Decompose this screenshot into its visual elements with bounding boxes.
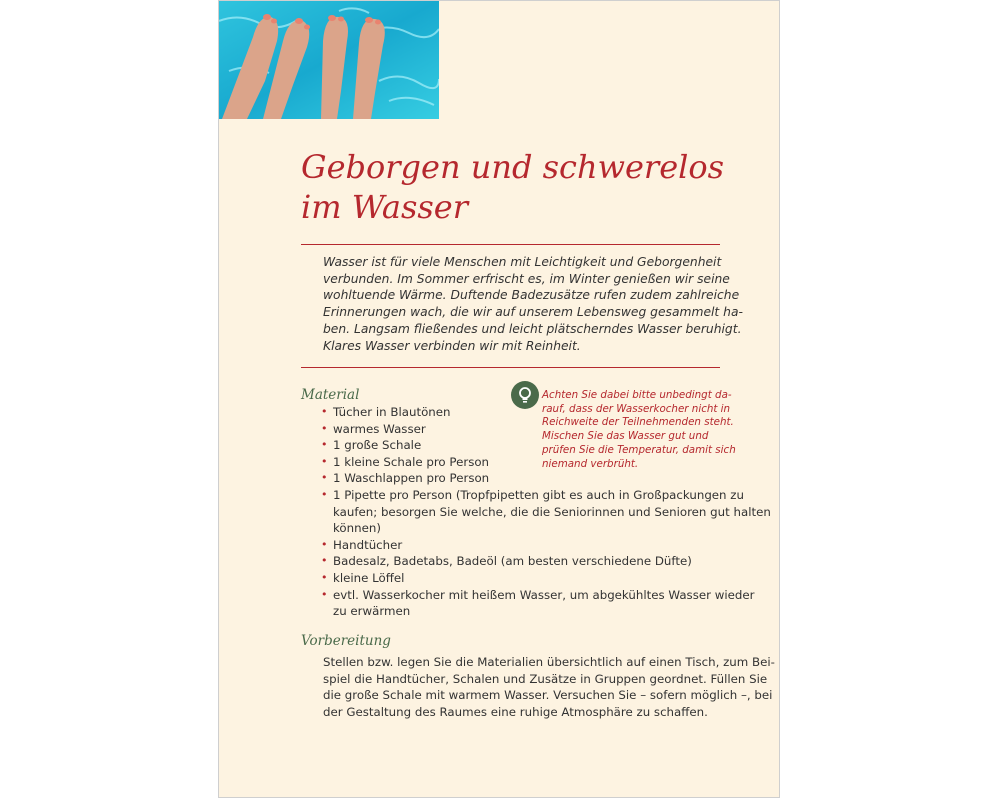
list-item-text: kaufen; besorgen Sie welche, die die Seniorinnen und Senioren gut halten <box>333 504 771 519</box>
list-item-text: Tücher in Blautönen <box>333 405 451 419</box>
intro-line: Wasser ist für viele Menschen mit Leichtigkeit und Geborgenheit <box>323 255 722 269</box>
list-item <box>319 537 729 554</box>
lightbulb-icon <box>511 381 539 409</box>
title-line: Geborgen und schwerelos <box>301 148 725 186</box>
vorbereitung-heading: Vorbereitung <box>301 633 391 649</box>
list-item-text: warmes Wasser <box>333 421 426 436</box>
list-item <box>319 487 771 537</box>
prep-line: Stellen bzw. legen Sie die Materialien übersichtlich auf einen Tisch, zum Bei- <box>323 655 775 669</box>
intro-line: verbunden. Im Sommer erfrischt es, im Winter genießen wir seine <box>323 271 730 286</box>
list-item-text: 1 Pipette pro Person (Tropfpipetten gibt es auch in Großpackungen zu <box>333 487 744 502</box>
list-item-text: evtl. Wasserkocher mit heißem Wasser, um abgekühltes Wasser wieder <box>333 587 755 602</box>
tip-line: Achten Sie dabei bitte unbedingt da- <box>542 389 732 401</box>
list-item-text: kleine Löffel <box>333 570 405 585</box>
intro-line: Klares Wasser verbinden wir mit Reinheit. <box>323 338 581 353</box>
intro-line: wohltuende Wärme. Duftende Badezusätze rufen zudem zahlreiche <box>323 288 740 303</box>
divider-line <box>301 244 720 245</box>
intro-line: Erinnerungen wach, die wir auf unserem Lebensweg gesammelt ha- <box>323 305 743 320</box>
tip-line: rauf, dass der Wasserkocher nicht in <box>542 402 731 415</box>
list-item-text: zu erwärmen <box>333 604 411 619</box>
bullet-icon: • <box>321 454 328 468</box>
bullet-icon: • <box>321 438 328 452</box>
bullet-icon: • <box>321 537 328 551</box>
bullet-icon: • <box>321 587 328 601</box>
tip-line: Mischen Sie das Wasser gut und <box>542 430 709 443</box>
title-line: im Wasser <box>301 188 469 226</box>
material-heading: Material <box>301 387 360 403</box>
bullet-icon: • <box>321 487 328 501</box>
list-item <box>319 587 755 620</box>
prep-line: der Gestaltung des Raumes eine ruhige Atmosphäre zu schaffen. <box>323 704 708 719</box>
list-item-text: Badesalz, Badetabs, Badeöl (am besten verschiedene Düfte) <box>333 554 692 569</box>
list-item <box>319 470 729 487</box>
list-item <box>319 570 729 587</box>
intro-paragraph <box>323 254 743 354</box>
list-item-text: 1 kleine Schale pro Person <box>333 454 490 469</box>
list-item-text: 1 große Schale <box>333 438 422 453</box>
document-page <box>218 0 780 798</box>
bullet-icon: • <box>321 554 328 568</box>
vorbereitung-paragraph <box>323 654 775 720</box>
bullet-icon: • <box>321 471 328 485</box>
tip-note <box>542 389 736 471</box>
feet-in-water-photo <box>219 1 439 119</box>
tip-line: Reichweite der Teilnehmenden steht. <box>542 416 734 429</box>
intro-line: ben. Langsam fließendes und leicht plätscherndes Wasser beruhigt. <box>323 321 742 336</box>
prep-line: die große Schale mit warmem Wasser. Versuchen Sie – sofern möglich –, bei <box>323 688 773 703</box>
page-title <box>301 147 741 227</box>
tip-line: niemand verbrüht. <box>542 457 639 470</box>
tip-line: prüfen Sie die Temperatur, damit sich <box>542 443 736 456</box>
divider-line <box>301 367 720 368</box>
bullet-icon: • <box>321 405 328 418</box>
list-item-text: 1 Waschlappen pro Person <box>333 471 490 486</box>
bullet-icon: • <box>321 570 328 584</box>
bullet-icon: • <box>321 421 328 435</box>
prep-line: spiel die Handtücher, Schalen und Zusätze in Gruppen geordnet. Füllen Sie <box>323 671 768 686</box>
list-item <box>319 553 729 570</box>
list-item-text: Handtücher <box>333 537 403 552</box>
list-item-text: können) <box>333 521 381 536</box>
